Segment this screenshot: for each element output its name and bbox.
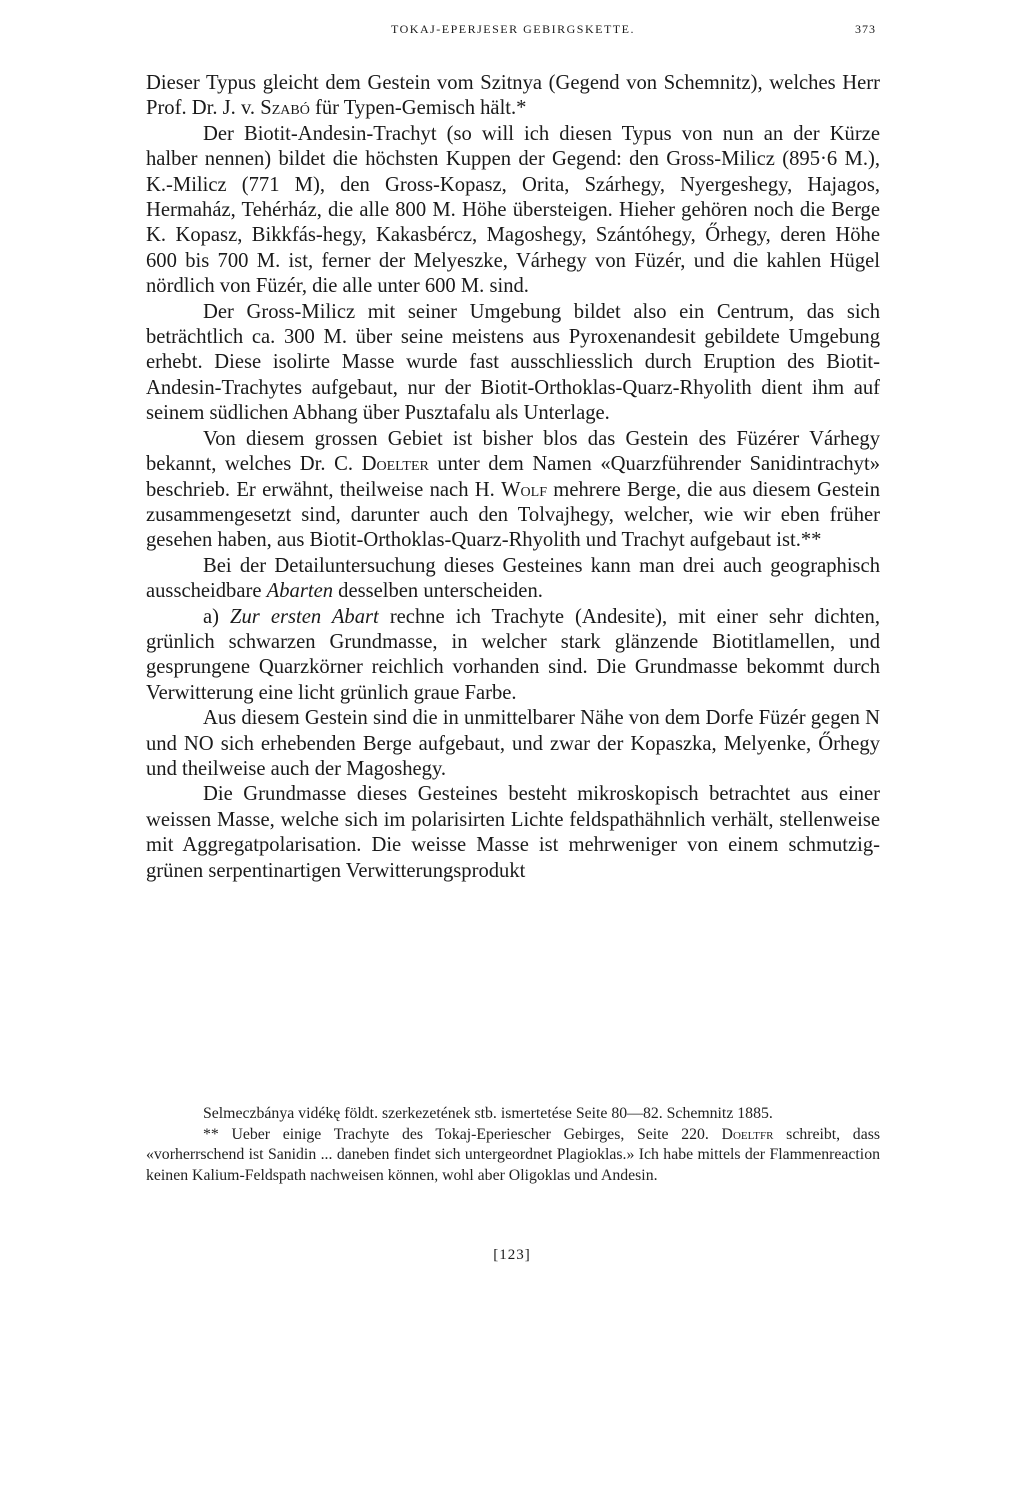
emphasis: Zur ersten Abart [230, 605, 379, 628]
page-number: 373 [855, 22, 876, 36]
paragraph: Aus diesem Gestein sind die in unmittelbarer Nähe von dem Dorfe Füzér gegen N und NO sich erhebenden Berge aufgebaut, und zwar der Kopaszka, Melyenke, Őrhegy und theilweise auch der Magoshegy. [146, 707, 880, 780]
footnote: ** Ueber einige Trachyte des Tokaj-Eperiescher Gebirges, Seite 220. Doeltfr schreibt, dass «vorherrschend ist Sanidin ... daneben findet sich untergeordnet Plagioklas.» Ich habe mittels der Flammenreaction keinen Kalium-Feldspath nachweisen können, wohl aber Oligoklas und Andesin. [146, 1125, 880, 1185]
emphasis: Abarten [266, 580, 334, 603]
paragraph: Von diesem grossen Gebiet ist bisher blos das Gestein des Füzérer Várhegy bekannt, welches Dr. C. Doelter unter dem Namen «Quarzführender Sanidintrachyt» beschrieb. Er erwähnt, theilweise nach H. Wolf mehrere Berge, die aus diesem Gestein zusammengesetzt sind, darunter auch den Tolvajhegy, welcher, wie wir eben früher gesehen haben, aus Biotit-Orthoklas-Quarz-Rhyolith und Trachyt aufgebaut ist.** [146, 427, 880, 552]
running-title: TOKAJ-EPERJESER GEBIRGSKETTE. [391, 22, 635, 36]
author-name: Doelter [361, 453, 429, 476]
author-name: Doeltfr [721, 1125, 774, 1143]
paragraph: Dieser Typus gleicht dem Gestein vom Szitnya (Gegend von Schemnitz), welches Herr Prof. Dr. J. v. Szabó für Typen-Gemisch hält.* [146, 72, 880, 120]
footnotes [146, 1104, 880, 1187]
paragraph: Die Grundmasse dieses Gesteines besteht mikroskopisch betrachtet aus einer weissen Masse, welche sich im polarisirten Lichte feldspathähnlich verhält, stellenweise mit Aggregatpolarisation. Die weisse Masse ist mehrweniger von einem schmutzig-grünen serpentinartigen Verwitterungsprodukt [146, 783, 880, 882]
paragraph: Der Gross-Milicz mit seiner Umgebung bildet also ein Centrum, das sich beträchtlich ca. 300 M. über seine meistens aus Pyroxenandesit gebildete Umgebung erhebt. Diese isolirte Masse wurde fast ausschliesslich durch Eruption des Biotit-Andesin-Trachytes aufgebaut, nur der Biotit-Orthoklas-Quarz-Rhyolith dient ihm auf seinem südlichen Abhang über Pusztafalu als Unterlage. [146, 300, 880, 425]
running-header [146, 22, 880, 42]
author-name: Szabó [260, 97, 310, 120]
author-name: Wolf [501, 478, 547, 501]
paragraph: Der Biotit-Andesin-Trachyt (so will ich diesen Typus von nun an der Kürze halber nennen) bildet die höchsten Kuppen der Gegend: den Gross-Milicz (895·6 M.), K.-Milicz (771 M), den Gross-Kopasz, Orita, Szárhegy, Nyergeshegy, Hajagos, Hermaház, Tehérház, die alle 800 M. Höhe übersteigen. Hieher gehören noch die Berge K. Kopasz, Bikkfás-hegy, Kakasbércz, Magoshegy, Szántóhegy, Őrhegy, deren Höhe 600 bis 700 M. ist, ferner der Melyeszke, Várhegy von Füzér, und die kahlen Hügel nördlich von Füzér, die alle unter 600 M. sind. [146, 122, 880, 298]
main-text [146, 71, 880, 884]
paragraph: Bei der Detailuntersuchung dieses Gesteines kann man drei auch geographisch ausscheidbare Abarten desselben unterscheiden. [146, 554, 880, 603]
page-reference: [123] [493, 1247, 531, 1263]
paragraph: a) Zur ersten Abart rechne ich Trachyte (Andesite), mit einer sehr dichten, grünlich schwarzen Grundmasse, in welcher stark glänzende Biotitlamellen, und gesprungene Quarzkörner reichlich vorhanden sind. Die Grundmasse bekommt durch Verwitterung eine licht grünlich graue Farbe. [146, 605, 880, 704]
footnote: Selmeczbánya vidékę földt. szerkezetének stb. ismertetése Seite 80—82. Schemnitz 1885. [203, 1105, 773, 1122]
